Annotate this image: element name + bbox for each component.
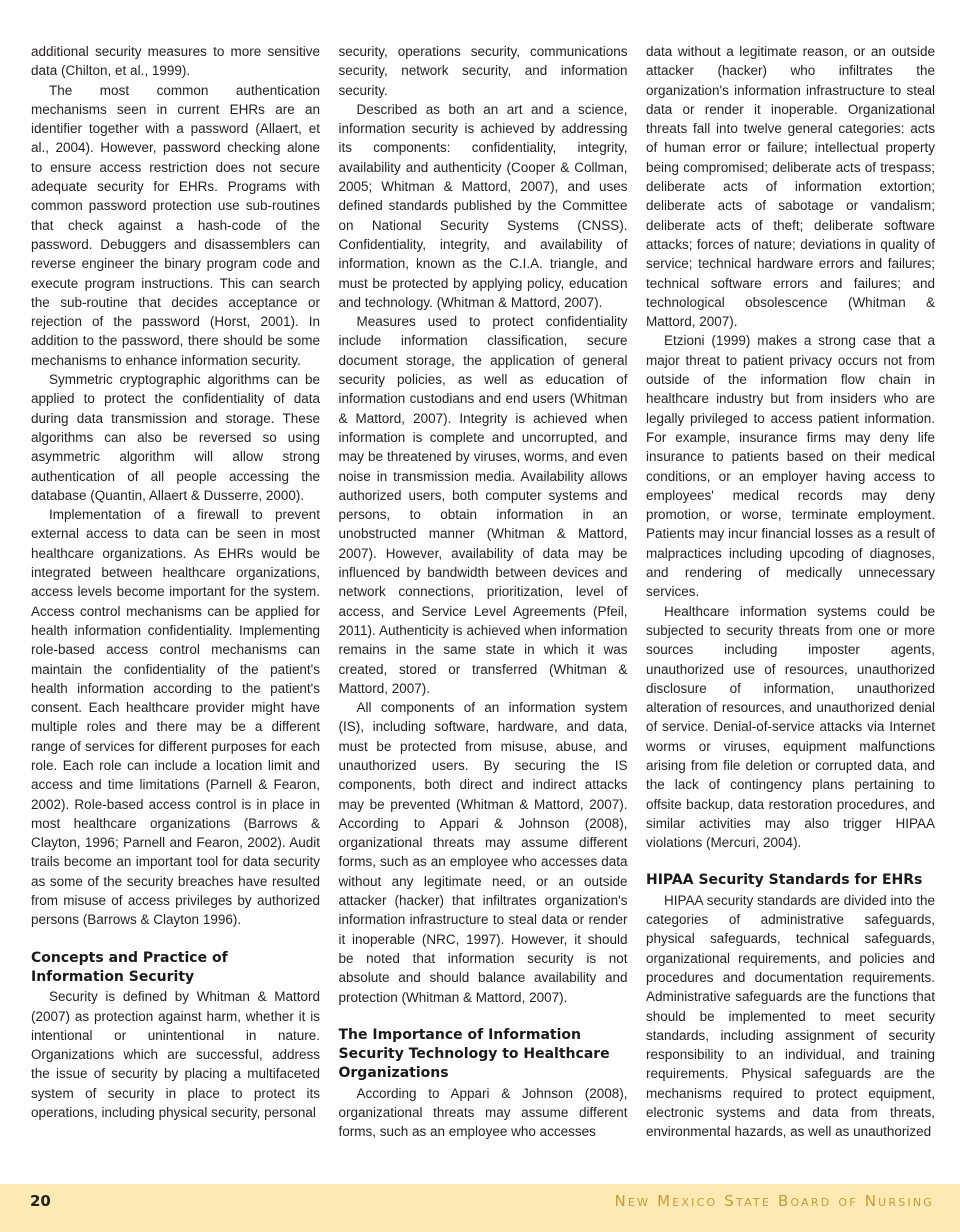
paragraph: Implementation of a firewall to prevent external access to data can be seen in most healthcare organizations. As EHRs would be integrated between healthcare organizations, access levels become important for the system. Access control mechanisms can be applied for health information confidentiality. Implementing role-based access control mechanisms can maintain the confidentiality of the patient's health information according to the patient's consent. Each healthcare provider might have multiple roles and there may be a different range of services for different purposes for each role. Each role can include a location limit and access and time limitations (Parnell & Fearon, 2002). Role-based access control is in place in most healthcare organizations (Barrows & Clayton, 1996; Parnell and Fearon, 2002). Audit trails become an important tool for data security as some of the security breaches have resulted from misuse of access privileges by authorized persons (Barrows & Clayton 1996). <box>31 507 320 928</box>
paragraph: Security is defined by Whitman & Mattord (2007) as protection against harm, whether it is intentional or unintentional in nature. Organizations which are successful, address the issue of security by placing a multifaceted system of security in place to protect its operations, including physical security, personal <box>31 989 320 1121</box>
page-number: 20 <box>30 1192 51 1210</box>
column-2 <box>339 42 628 1160</box>
section-heading: The Importance of Information Security Technology to Healthcare Organizations <box>338 1026 610 1082</box>
section-heading: HIPAA Security Standards for EHRs <box>646 872 923 889</box>
paragraph: Described as both an art and a science, information security is achieved by addressing its components: confidentiality, integrity, availability and authenticity (Cooper & Collman, 2005; Whitman & Mattord, 2007), and uses defined standards published by the Committee on National Security Systems (CNSS). Confidentiality, integrity, and availability of information, known as the C.I.A. triangle, and must be protected by applying policy, education and technology. (Whitman & Mattord, 2007). <box>338 101 628 310</box>
article-body <box>31 42 935 1160</box>
paragraph: All components of an information system (IS), including software, hardware, and data, must be protected from misuse, abuse, and unauthorized users. By securing the IS components, both direct and indirect attacks may be prevented (Whitman & Mattord, 2007). According to Appari & Johnson (2008), organizational threats may assume different forms, such as an employee who accesses data without any legitimate need, or an outside attacker (hacker) that infiltrates organization's information infrastructure to steal data or render it inoperable (NRC, 1997). However, it should be noted that information security is not absolute and should balance availability and protection (Whitman & Mattord, 2007). <box>338 700 628 1005</box>
paragraph: data without a legitimate reason, or an outside attacker (hacker) who infiltrates the organization's information infrastructure to steal data or render it inoperable. Organizational threats fall into twelve general categories: acts of human error or failure; intellectual property being compromised; deliberate acts of trespass; deliberate acts of information extortion; deliberate acts of sabotage or vandalism; deliberate acts of theft; deliberate software attacks; forces of nature; deviations in quality of service; technical hardware errors and failures; technical software errors and failures; and technological obsolescence (Whitman & Mattord, 2007). <box>646 44 935 330</box>
paragraph: According to Appari & Johnson (2008), organizational threats may assume different forms, such as an employee who accesses <box>338 1085 628 1140</box>
paragraph: Measures used to protect confidentiality include information classification, secure document storage, the application of general security policies, as well as education of information custodians and end users (Whitman & Mattord, 2007). Integrity is achieved when information is complete and uncorrupted, and may be threatened by viruses, worms, and even noise in transmission media. Availability allows authorized users, both computer systems and persons, to obtain information in an unobstructed manner (Whitman & Mattord, 2007). However, availability of data may be influenced by bandwidth between devices and network connections, prioritization, level of access, and Service Level Agreements (Pfeil, 2011). Authenticity is achieved when information remains in the same state in which it was created, stored or transferred (Whitman & Mattord, 2007). <box>338 314 628 696</box>
paragraph: Healthcare information systems could be subjected to security threats from one or more sources including imposter agents, unauthorized use of resources, unauthorized disclosure of information, unauthorized alteration of resources, and unauthorized denial of service. Denial-of-service attacks via Internet worms or viruses, equipment malfunctions arising from file deletion or corrupted data, and the lack of contingency plans pertaining to offsite backup, data restoration procedures, and similar activities may also trigger HIPAA violations (Mercuri, 2004). <box>646 603 935 851</box>
publication-name: New Mexico State Board of Nursing <box>614 1192 934 1210</box>
column-1 <box>31 42 320 1160</box>
paragraph: Symmetric cryptographic algorithms can be applied to protect the confidentiality of data during data transmission and storage. These algorithms can also be reversed so using asymmetric algorithm will allow strong authentication of all people accessing the database (Quantin, Allaert & Dusserre, 2000). <box>31 372 320 503</box>
paragraph: The most common authentication mechanisms seen in current EHRs are an identifier together with a password (Allaert, et al., 2004). However, password checking alone to ensure access restriction does not secure adequate security for EHRs. Programs with common password protection use sub-routines that check against a hash-code of the password. Debuggers and disassemblers can reverse engineer the binary program code and execute program instructions. This can search the sub-routine that decides acceptance or rejection of the password (Horst, 2001). In addition to the password, there should be some mechanisms to enhance information security. <box>31 82 320 368</box>
paragraph: Etzioni (1999) makes a strong case that a major threat to patient privacy occurs not from outside of the information flow chain in healthcare industry but from insiders who are legally privileged to access patient information. For example, insurance firms may deny life insurance to patients based on their medical conditions, or an employer having access to employees' medical records may deny promotion, or worse, terminate employment. Patients may incur financial losses as a result of malpractices including upcoding of diagnoses, and rendering of medically unnecessary services. <box>646 333 935 600</box>
paragraph: additional security measures to more sensitive data (Chilton, et al., 1999). <box>31 44 320 79</box>
page-footer <box>0 1184 960 1232</box>
paragraph: security, operations security, communications security, network security, and information security. <box>338 44 628 98</box>
column-3 <box>646 42 935 1160</box>
section-heading: Concepts and Practice of Information Security <box>31 949 228 985</box>
paragraph: HIPAA security standards are divided into the categories of administrative safeguards, physical safeguards, technical safeguards, organizational requirements, and policies and procedures and documentation requirements. Administrative safeguards are the functions that should be implemented to meet security standards, including assignment of security responsibility to an individual, and training requirements. Physical safeguards are the mechanisms required to protect equipment, electronic systems and data from threats, environmental hazards, as well as unauthorized <box>646 892 935 1140</box>
